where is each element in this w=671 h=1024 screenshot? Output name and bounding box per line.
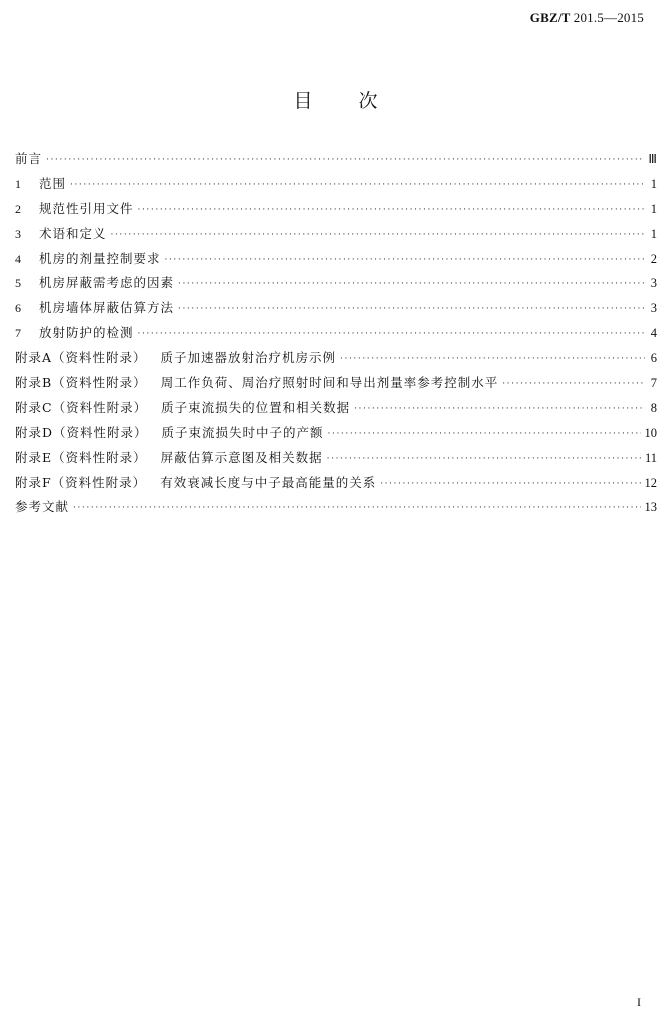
toc-entry[interactable] [15,149,657,174]
toc-entry-number: 2 [15,201,21,216]
toc-entry[interactable] [15,199,657,224]
toc-entry[interactable] [15,448,657,473]
toc-entry-number: 6 [15,301,21,316]
toc-entry-label: 附录B（资料性附录） [15,375,147,391]
toc-entry[interactable] [15,348,657,373]
toc-entry[interactable] [15,323,657,348]
toc-entry-page: 1 [650,226,657,241]
toc-entry[interactable] [15,398,657,423]
toc-entry-page: 13 [644,500,657,515]
toc-entry-label: 参考文献 [15,499,70,515]
page-number: I [637,995,641,1009]
toc-entry-page: 4 [650,326,657,341]
toc-entry-subtitle: 周工作负荷、周治疗照射时间和导出剂量率参考控制水平 [160,375,499,391]
toc-entry-page: 11 [644,450,657,465]
toc-entry-label: 前言 [15,151,43,166]
toc-entry[interactable] [15,249,657,274]
toc-dot-leader [380,479,640,489]
toc-entry-page: 1 [650,176,657,191]
toc-entry-number: 4 [15,251,21,266]
toc-title: 目次 [293,90,424,112]
toc-dot-leader [178,279,645,289]
toc-entry-page: 7 [650,376,657,391]
toc-entry-number: 3 [15,226,21,241]
toc-entry-number: 5 [15,276,21,291]
toc-entry-page: 3 [650,276,657,291]
toc-entry-page: 1 [650,201,657,216]
toc-entry-page: 12 [644,475,657,490]
toc-dot-leader [502,379,645,389]
toc-entry[interactable] [15,497,657,522]
toc-entry-label: 放射防护的检测 [39,325,134,341]
toc-entry[interactable] [15,473,657,498]
toc-entry-label: 附录A（资料性附录） [15,350,147,366]
toc-dot-leader [111,230,645,240]
standard-number: 201.5—2015 [573,10,644,25]
table-of-contents [15,149,657,522]
toc-entry[interactable] [15,298,657,323]
toc-entry-page: 10 [644,425,657,440]
toc-entry-page: Ⅲ [648,152,657,166]
toc-entry-label: 机房的剂量控制要求 [39,250,161,266]
toc-entry-page: 2 [650,251,657,266]
toc-dot-leader [46,155,644,165]
toc-dot-leader [73,503,640,513]
toc-entry[interactable] [15,224,657,249]
toc-dot-leader [327,454,641,464]
toc-dot-leader [138,205,645,215]
toc-entry[interactable] [15,373,657,398]
toc-entry-subtitle: 屏蔽估算示意图及相关数据 [160,449,323,465]
toc-entry-label: 机房屏蔽需考虑的因素 [39,275,175,291]
toc-entry-label: 术语和定义 [39,225,107,241]
toc-entry-label: 附录D（资料性附录） [15,424,148,440]
toc-entry[interactable] [15,423,657,448]
toc-entry-page: 8 [650,400,657,415]
toc-dot-leader [165,255,645,265]
toc-dot-leader [138,329,645,339]
toc-entry-label: 附录F（资料性附录） [15,474,147,490]
toc-dot-leader [340,354,645,364]
toc-dot-leader [328,429,641,439]
toc-entry-page: 3 [650,301,657,316]
toc-entry-subtitle: 质子加速器放射治疗机房示例 [160,350,337,366]
toc-entry-number: 7 [15,326,21,341]
toc-entry[interactable] [15,174,657,199]
toc-entry-subtitle: 质子束流损失的位置和相关数据 [161,399,351,415]
toc-dot-leader [354,404,645,414]
toc-entry-label: 规范性引用文件 [39,200,134,216]
toc-entry-page: 6 [650,351,657,366]
toc-entry-label: 附录C（资料性附录） [15,399,148,415]
toc-entry-number: 1 [15,176,21,191]
toc-entry[interactable] [15,273,657,298]
standard-code: GBZ/T [529,10,571,25]
toc-entry-label: 附录E（资料性附录） [15,449,147,465]
toc-entry-subtitle: 质子束流损失时中子的产额 [161,424,324,440]
standard-code-header [530,10,644,26]
toc-entry-subtitle: 有效衰减长度与中子最高能量的关系 [160,474,377,490]
toc-entry-label: 范围 [39,175,67,191]
toc-dot-leader [178,304,645,314]
toc-entry-label: 机房墙体屏蔽估算方法 [39,300,175,316]
toc-dot-leader [70,180,645,190]
